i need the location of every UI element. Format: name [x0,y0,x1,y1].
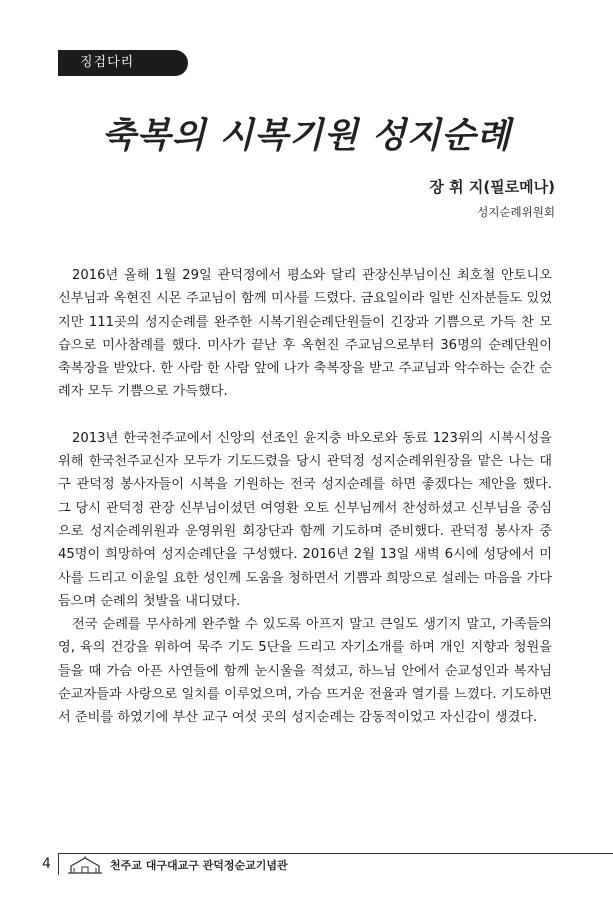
article-body [58,264,552,730]
footer-divider [58,853,613,854]
footer-label: 천주교 대구대교구 관덕정순교기념관 [110,859,288,872]
page-number: 4 [42,856,51,872]
author-affiliation: 성지순례위원회 [477,205,555,219]
footer-divider-vertical [58,853,59,875]
author-name: 장 휘 지(필로메나) [429,178,555,196]
church-building-icon [66,856,104,874]
paragraph: 전국 순례를 무사하게 완주할 수 있도록 아프지 말고 큰일도 생기지 말고, 가족들의 영, 육의 건강을 위하여 묵주 기도 5단을 드리고 자기소개를 하며 개인 지향과 청원을 들을 때 가슴 아픈 사연들에 함께 눈시울을 적셨고, 하느님 안에서 순교성인과 복자님 순교자들과 사랑으로 일치를 이루었으며, 가슴 뜨거운 전율과 열기를 느꼈다. 기도하면서 준비를 하였기에 부산 교구 여섯 곳의 성지순례는 감동적이었고 자신감이 생겼다. [58,617,552,726]
section-tag: 징검다리 [58,50,188,76]
paragraph: 2016년 올해 1월 29일 관덕정에서 평소와 달리 관장신부님이신 최호철 안토니오 신부님과 옥현진 시몬 주교님이 함께 미사를 드렸다. 금요일이라 일반 신자분들도 있었지만 111곳의 성지순례를 완주한 시복기원순례단원들이 긴장과 기쁨으로 가득 찬 모습으로 미사참례를 했다. 미사가 끝난 후 옥현진 주교님으로부터 36명의 순례단원이 축복장을 받았다. 한 사람 한 사람 앞에 나가 축복장을 받고 주교님과 악수하는 순간 순례자 모두 기쁨으로 가득했다. [58,268,552,400]
article-title: 축복의 시복기원 성지순례 [101,116,512,156]
paragraph: 2013년 한국천주교에서 신앙의 선조인 윤지충 바오로와 동료 123위의 시복시성을 위해 한국천주교신자 모두가 기도드렸을 당시 관덕정 성지순례위원장을 맡은 나는 대구 관덕정 봉사자들이 시복을 기원하는 전국 성지순례를 하면 좋겠다는 제안을 했다. 그 당시 관덕정 관장 신부님이셨던 여영환 오토 신부님께서 찬성하셨고 신부님을 중심으로 성지순례위원과 운영위원 회장단과 함께 기도하며 준비했다. 관덕정 봉사자 중 45명이 희망하여 성지순례단을 구성했다. 2016년 2월 13일 새벽 6시에 성당에서 미사를 드리고 이윤일 요한 성인께 도움을 청하면서 기쁨과 희망으로 설레는 마음을 가다듬으며 순례의 첫발을 내디뎠다. [58,430,552,609]
